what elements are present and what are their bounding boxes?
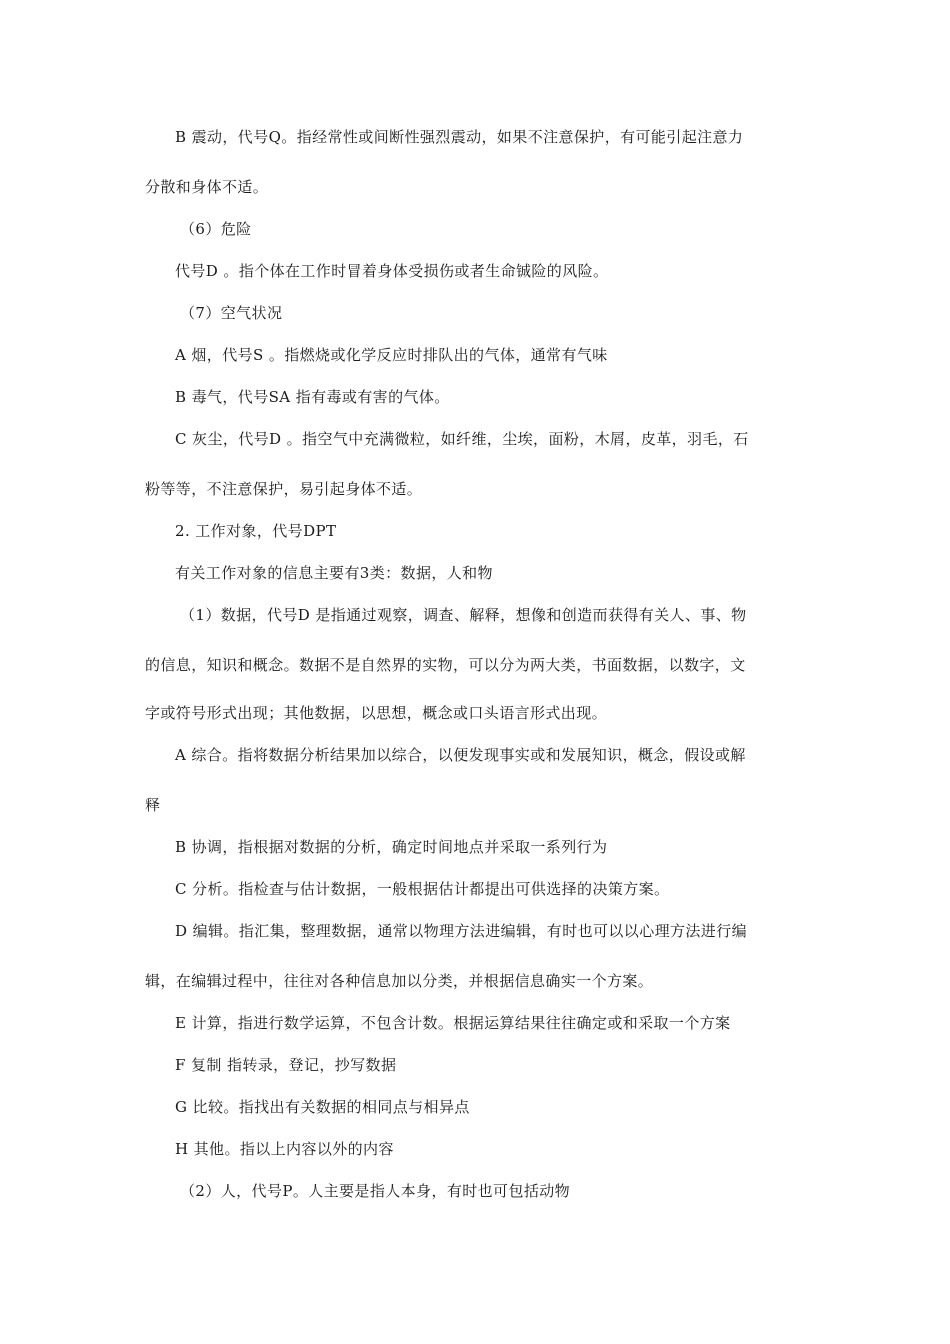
text-line: F 复制 指转录，登记，抄写数据 xyxy=(175,1056,397,1074)
text-line: E 计算，指进行数学运算，不包含计数。根据运算结果往往确定或和采取一个方案 xyxy=(175,1014,731,1032)
text-line: 辑，在编辑过程中，往往对各种信息加以分类，并根据信息确实一个方案。 xyxy=(145,972,654,990)
text-line: B 震动，代号Q。指经常性或间断性强烈震动，如果不注意保护，有可能引起注意力 xyxy=(175,128,744,146)
text-line: （2）人，代号P。人主要是指人本身，有时也可包括动物 xyxy=(180,1182,571,1200)
text-line: 分散和身体不适。 xyxy=(145,178,269,196)
text-line: 有关工作对象的信息主要有3类：数据，人和物 xyxy=(175,564,493,582)
text-line: B 协调，指根据对数据的分析，确定时间地点并采取一系列行为 xyxy=(175,838,608,856)
text-line: H 其他。指以上内容以外的内容 xyxy=(175,1140,394,1158)
text-line: C 灰尘，代号D 。指空气中充满微粒，如纤维，尘埃，面粉，木屑，皮革，羽毛，石 xyxy=(175,430,749,448)
text-line: 代号D 。指个体在工作时冒着身体受损伤或者生命铖险的风险。 xyxy=(175,262,609,280)
text-line: D 编辑。指汇集，整理数据，通常以物理方法进编辑，有时也可以以心理方法进行编 xyxy=(175,922,747,940)
section-heading: 2. 工作对象，代号DPT xyxy=(175,522,337,540)
text-line: （1）数据，代号D 是指通过观察，调查、解释，想像和创造而获得有关人、事、物 xyxy=(180,606,747,624)
text-line: 的信息，知识和概念。数据不是自然界的实物，可以分为两大类，书面数据，以数字，文 xyxy=(145,656,746,674)
text-line: A 烟，代号S 。指燃烧或化学反应时排队出的气体，通常有气味 xyxy=(175,346,608,364)
text-line: 字或符号形式出现；其他数据，以思想，概念或口头语言形式出现。 xyxy=(145,704,608,722)
section-heading: （7）空气状况 xyxy=(180,304,283,322)
text-line: 释 xyxy=(145,796,161,814)
text-line: 粉等等，不注意保护，易引起身体不适。 xyxy=(145,480,423,498)
section-heading: （6）危险 xyxy=(180,220,252,238)
text-line: B 毒气，代号SA 指有毒或有害的气体。 xyxy=(175,388,450,406)
text-line: A 综合。指将数据分析结果加以综合，以便发现事实或和发展知识，概念，假设或解 xyxy=(175,746,746,764)
text-line: C 分析。指检查与估计数据，一般根据估计都提出可供选择的决策方案。 xyxy=(175,880,670,898)
text-line: G 比较。指找出有关数据的相同点与相异点 xyxy=(175,1098,470,1116)
